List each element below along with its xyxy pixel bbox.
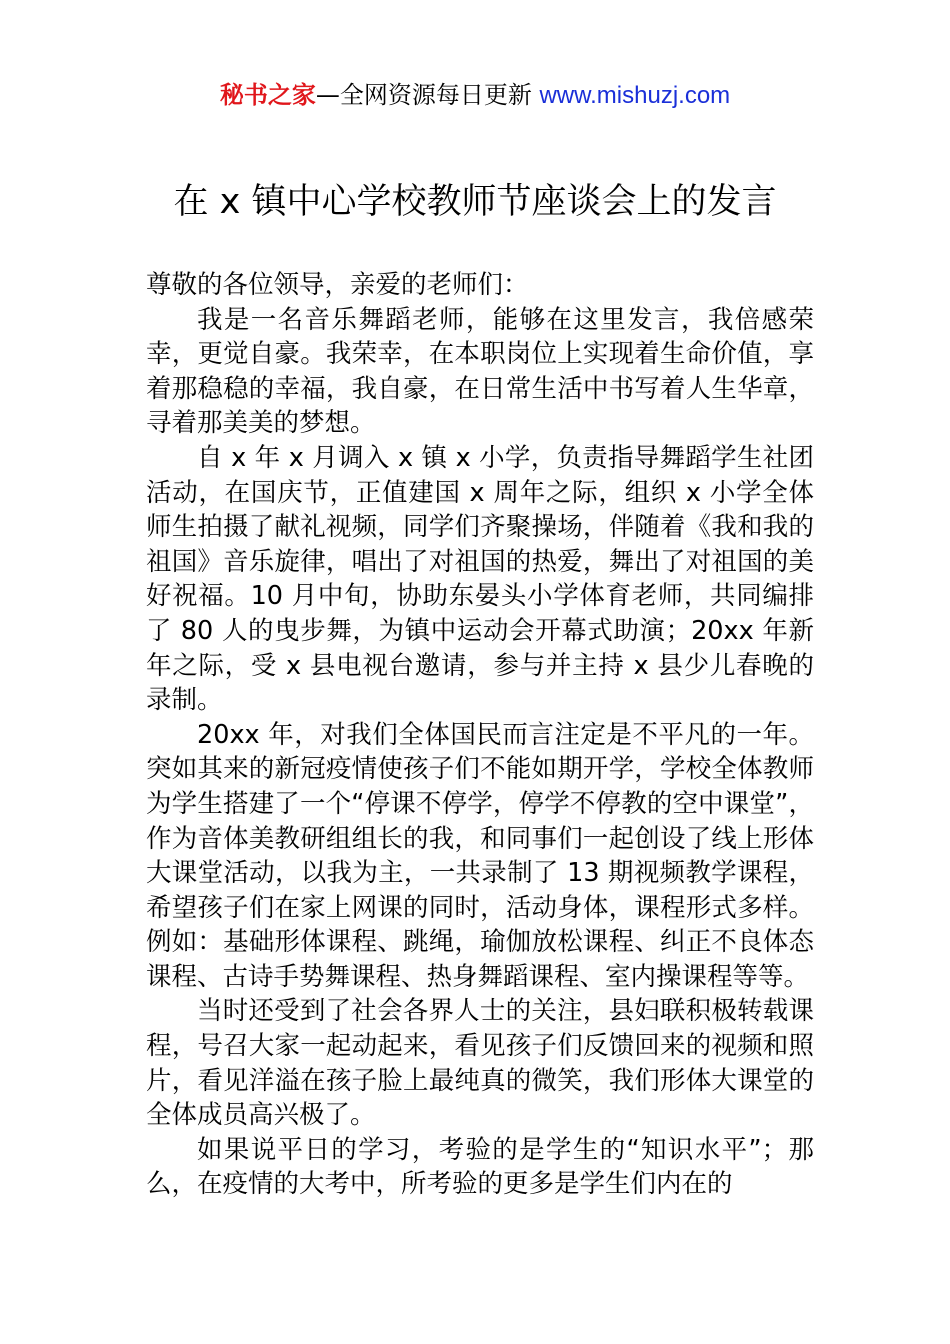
- site-slogan: —全网资源每日更新: [315, 81, 540, 109]
- paragraph-2: 自 x 年 x 月调入 x 镇 x 小学，负责指导舞蹈学生社团活动，在国庆节，正值建国 x 周年之际，组织 x 小学全体师生拍摄了献礼视频，同学们齐聚操场，伴随着《我和我的祖国》音乐旋律，唱出了对祖国的热爱，舞出了对祖国的美好祝福。10 月中旬，协助东晏头小学体育老师，共同编排了 80 人的曳步舞，为镇中运动会开幕式助演；20xx 年新年之际，受 x 县电视台邀请，参与并主持 x 县少儿春晚的录制。: [146, 442, 814, 716]
- paragraph-5: 如果说平日的学习，考验的是学生的“知识水平”；那么，在疫情的大考中，所考验的更多是学生们内在的: [146, 1134, 814, 1200]
- paragraph-4: 当时还受到了社会各界人士的关注，县妇联积极转载课程，号召大家一起动起来，看见孩子们反馈回来的视频和照片，看见洋溢在孩子脸上最纯真的微笑，我们形体大课堂的全体成员高兴极了。: [146, 996, 814, 1131]
- paragraph-3: 20xx 年，对我们全体国民而言注定是不平凡的一年。突如其来的新冠疫情使孩子们不能如期开学，学校全体教师为学生搭建了一个“停课不停学，停学不停教的空中课堂”，作为音体美教研组组长的我，和同事们一起创设了线上形体大课堂活动，以我为主，一共录制了 13 期视频教学课程，希望孩子们在家上网课的同时，活动身体，课程形式多样。例如：基础形体课程、跳绳，瑜伽放松课程、纠正不良体态课程、古诗手势舞课程、热身舞蹈课程、室内操课程等等。: [146, 719, 814, 992]
- document-title: 在 x 镇中心学校教师节座谈会上的发言: [173, 182, 777, 222]
- document-body: [146, 268, 814, 1202]
- site-url-link[interactable]: www.mishuzj.com: [539, 82, 731, 109]
- site-header: [0, 78, 950, 113]
- paragraph-1: 我是一名音乐舞蹈老师，能够在这里发言，我倍感荣幸，更觉自豪。我荣幸，在本职岗位上实现着生命价值，享着那稳稳的幸福，我自豪，在日常生活中书写着人生华章，寻着那美美的梦想。: [146, 304, 814, 439]
- site-brand: 秘书之家: [219, 81, 316, 109]
- salutation: 尊敬的各位领导，亲爱的老师们：: [146, 270, 529, 300]
